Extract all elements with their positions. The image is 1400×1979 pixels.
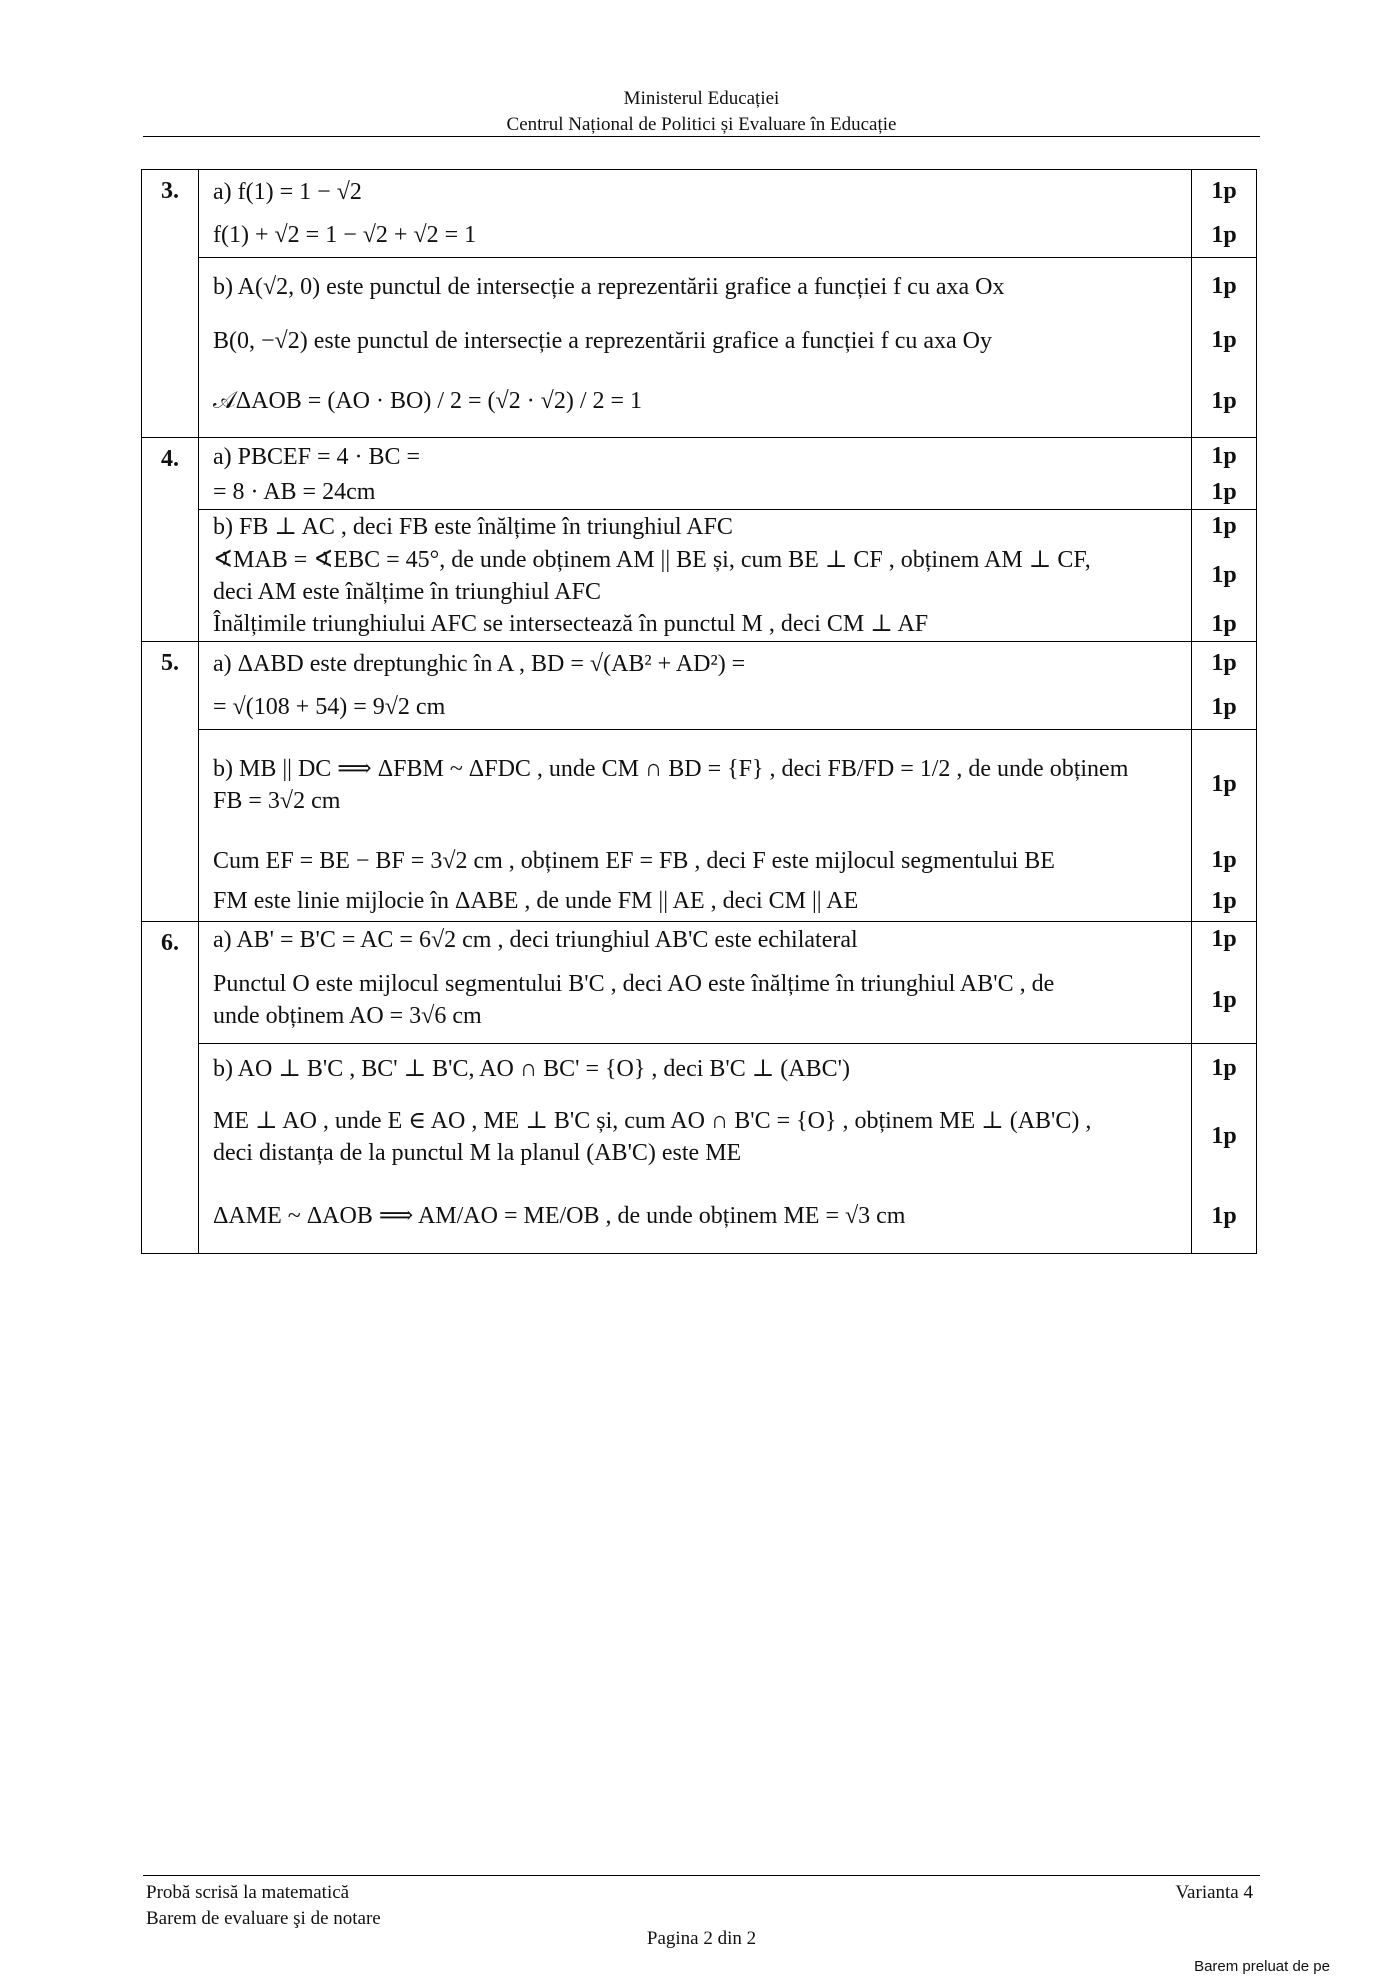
solution-step [199, 170, 1192, 214]
solution-line: = √(108 + 54) = 9√2 cm [213, 694, 446, 721]
solution-line: b) AO ⊥ B'C , BC' ⊥ B'C, AO ∩ BC' = {O} , deci B'C ⊥ (ABC') [213, 1055, 850, 1082]
points-cell: 1p [1192, 1044, 1257, 1094]
solution-step [199, 608, 1192, 642]
grading-row [142, 958, 1257, 1044]
solution-line: B(0, −√2) este punctul de intersecție a reprezentării grafice a funcției f cu axa Oy [213, 327, 993, 354]
solution-step [199, 642, 1192, 686]
points-cell: 1p [1192, 316, 1257, 366]
points-cell: 1p [1192, 1180, 1257, 1254]
points-cell: 1p [1192, 882, 1257, 922]
problem-number: 3. [142, 170, 199, 438]
solution-line: Cum EF = BE − BF = 3√2 cm , obținem EF = FB , deci F este mijlocul segmentului BE [213, 847, 1055, 874]
solution-line: ME ⊥ AO , unde E ∈ AO , ME ⊥ B'C și, cum AO ∩ B'C = {O} , obținem ME ⊥ (AB'C) , [213, 1107, 1092, 1134]
solution-step [199, 510, 1192, 544]
solution-line: a) ΔABD este dreptunghic în A , BD = √(AB² + AD²) = [213, 650, 746, 677]
solution-step [199, 1180, 1192, 1254]
solution-line: = 8 · AB = 24cm [213, 479, 376, 506]
points-cell: 1p [1192, 476, 1257, 510]
page-header [143, 86, 1260, 138]
grading-row [142, 922, 1257, 958]
grading-row [142, 258, 1257, 316]
grading-row [142, 366, 1257, 438]
grading-row [142, 730, 1257, 840]
solution-step [199, 476, 1192, 510]
points-cell: 1p [1192, 642, 1257, 686]
footer-doc-type: Barem de evaluare şi de notare [146, 1908, 381, 1929]
solution-step [199, 958, 1192, 1044]
footer-variant: Varianta 4 [1175, 1882, 1253, 1903]
solution-step [199, 686, 1192, 730]
grading-row [142, 214, 1257, 258]
grading-row [142, 544, 1257, 608]
solution-line: FB = 3√2 cm [213, 787, 341, 814]
points-cell: 1p [1192, 170, 1257, 214]
solution-line: b) A(√2, 0) este punctul de intersecție a reprezentării grafice a funcției f cu axa Ox [213, 273, 1005, 300]
points-cell: 1p [1192, 214, 1257, 258]
points-cell: 1p [1192, 958, 1257, 1044]
solution-line: ∢MAB = ∢EBC = 45°, de unde obținem AM || BE și, cum BE ⊥ CF , obținem AM ⊥ CF, [213, 546, 1091, 573]
solution-line: Punctul O este mijlocul segmentului B'C , deci AO este înălțime în triunghiul AB'C , de [213, 971, 1055, 998]
solution-line: f(1) + √2 = 1 − √2 + √2 = 1 [213, 222, 477, 249]
grading-row [142, 1094, 1257, 1180]
grading-row [142, 438, 1257, 476]
solution-step [199, 882, 1192, 922]
grading-row [142, 686, 1257, 730]
solution-line: unde obținem AO = 3√6 cm [213, 1003, 482, 1030]
points-cell: 1p [1192, 366, 1257, 438]
solution-step [199, 438, 1192, 476]
problem-number: 5. [142, 642, 199, 922]
page-number: Pagina 2 din 2 [646, 1928, 757, 1949]
header-divider [143, 136, 1260, 137]
points-cell: 1p [1192, 922, 1257, 958]
solution-line: ΔAME ~ ΔAOB ⟹ AM/AO = ME/OB , de unde obținem ME = √3 cm [213, 1203, 906, 1230]
solution-step [199, 316, 1192, 366]
points-cell: 1p [1192, 438, 1257, 476]
grading-row [142, 170, 1257, 214]
points-cell: 1p [1192, 1094, 1257, 1180]
solution-step [199, 258, 1192, 316]
grading-row [142, 1180, 1257, 1254]
grading-row [142, 476, 1257, 510]
solution-step [199, 922, 1192, 958]
solution-line: Înălțimile triunghiului AFC se intersectează în punctul M , deci CM ⊥ AF [213, 611, 929, 638]
grading-table [141, 169, 1257, 1254]
header-ministry: Ministerul Educației [623, 88, 780, 109]
problem-number: 6. [142, 922, 199, 1254]
solution-line: b) FB ⊥ AC , deci FB este înălțime în triunghiul AFC [213, 513, 733, 540]
header-center: Centrul Național de Politici și Evaluare în Educație [506, 114, 897, 135]
grading-row [142, 608, 1257, 642]
grading-row [142, 882, 1257, 922]
solution-line: FM este linie mijlocie în ΔABE , de unde FM || AE , deci CM || AE [213, 888, 859, 915]
footer-divider [143, 1875, 1260, 1876]
source-credit: Barem preluat de pe [1194, 1958, 1330, 1975]
points-cell: 1p [1192, 840, 1257, 882]
points-cell: 1p [1192, 510, 1257, 544]
solution-line: 𝒜ΔAOB = (AO · BO) / 2 = (√2 · √2) / 2 = 1 [213, 388, 643, 415]
footer-left [146, 1880, 381, 1932]
solution-line: a) AB' = B'C = AC = 6√2 cm , deci triunghiul AB'C este echilateral [213, 926, 858, 953]
solution-step [199, 366, 1192, 438]
solution-line: deci AM este înălțime în triunghiul AFC [213, 578, 601, 605]
solution-line: b) MB || DC ⟹ ΔFBM ~ ΔFDC , unde CM ∩ BD = {F} , deci FB/FD = 1/2 , de unde obținem [213, 755, 1129, 782]
points-cell: 1p [1192, 730, 1257, 840]
solution-step [199, 544, 1192, 608]
solution-line: a) PBCEF = 4 · BC = [213, 443, 421, 470]
problem-number: 4. [142, 438, 199, 642]
points-cell: 1p [1192, 686, 1257, 730]
solution-line: deci distanța de la punctul M la planul (AB'C) este ME [213, 1139, 742, 1166]
grading-row [142, 642, 1257, 686]
grading-row [142, 1044, 1257, 1094]
grading-row [142, 840, 1257, 882]
grading-row [142, 510, 1257, 544]
points-cell: 1p [1192, 544, 1257, 608]
grading-table-body [142, 170, 1257, 1254]
grading-row [142, 316, 1257, 366]
solution-step [199, 1044, 1192, 1094]
solution-step [199, 730, 1192, 840]
solution-line: a) f(1) = 1 − √2 [213, 178, 362, 205]
solution-step [199, 1094, 1192, 1180]
footer-subject: Probă scrisă la matematică [146, 1882, 350, 1903]
points-cell: 1p [1192, 608, 1257, 642]
solution-step [199, 840, 1192, 882]
solution-step [199, 214, 1192, 258]
points-cell: 1p [1192, 258, 1257, 316]
